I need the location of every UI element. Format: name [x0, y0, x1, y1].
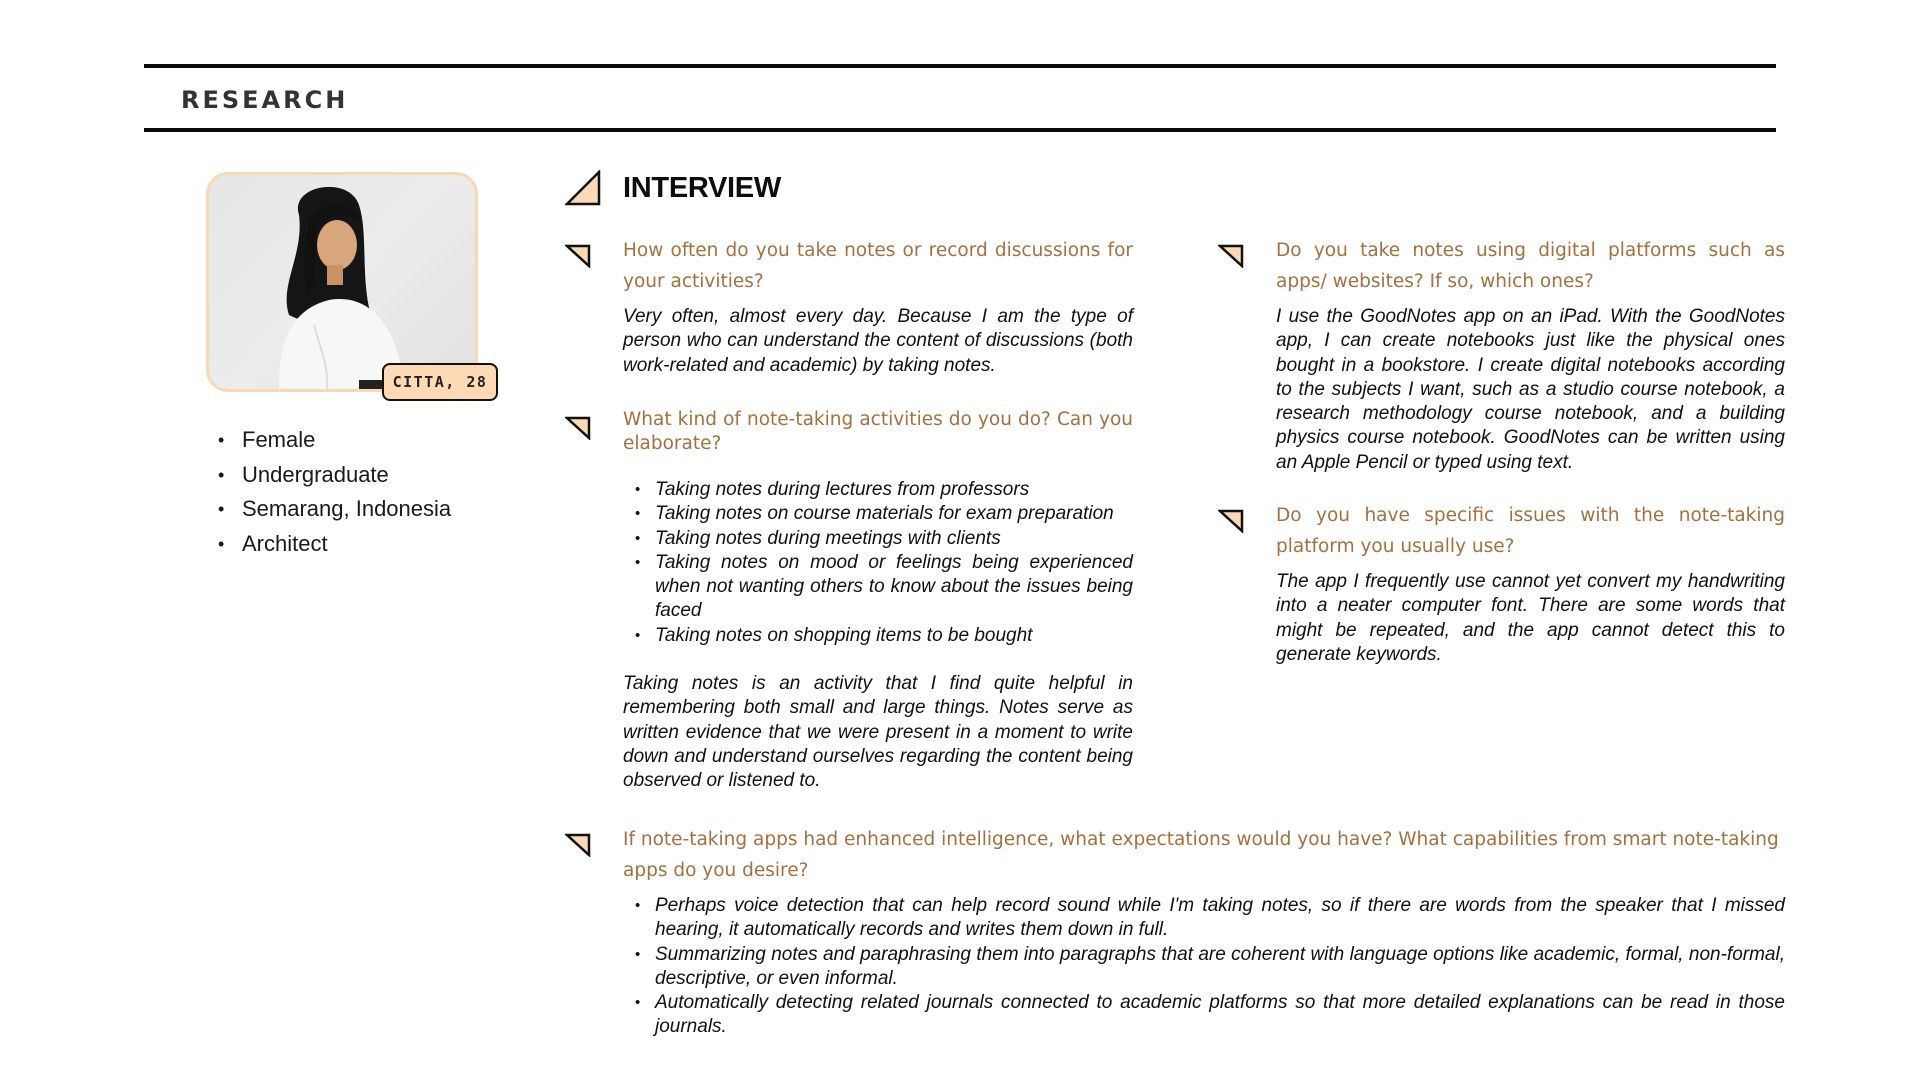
- persona-photo: [206, 172, 478, 392]
- triangle-bullet-icon: [565, 244, 591, 268]
- question-text: What kind of note-taking activities do you do? Can you elaborate?: [623, 409, 1133, 454]
- question-text: Do you have specific issues with the note-taking platform you usually use?: [1276, 505, 1785, 557]
- triangle-bullet-icon: [565, 416, 591, 440]
- section-title: RESEARCH: [181, 86, 349, 114]
- portrait-illustration: [209, 175, 475, 389]
- answer-list-item: • Perhaps voice detection that can help record sound while I'm taking notes, so if there are words from the speaker that I missed hearing, it automatically records and writes them down in full.: [635, 894, 1785, 943]
- triangle-bullet-icon: [1218, 244, 1244, 268]
- qa-item-2: [623, 408, 1133, 794]
- answer-list-item: • Taking notes during lectures from professors: [635, 478, 1133, 502]
- top-divider: [144, 64, 1776, 68]
- attribute-education: • Undergraduate: [218, 458, 451, 493]
- attribute-location: • Semarang, Indonesia: [218, 492, 451, 527]
- question-text: How often do you take notes or record discussions for your activities?: [623, 240, 1133, 292]
- attribute-gender: • Female: [218, 423, 451, 458]
- answer-list-item: • Taking notes during meetings with clients: [635, 527, 1133, 551]
- answer-list: [635, 478, 1133, 648]
- qa-item-1: [623, 236, 1133, 378]
- answer-list: [635, 894, 1785, 1040]
- answer-list-item: • Summarizing notes and paraphrasing them into paragraphs that are coherent with language options like academic, formal, non-formal, descriptive, or even informal.: [635, 943, 1785, 992]
- answer-list-item: • Taking notes on course materials for exam preparation: [635, 502, 1133, 526]
- answer-text: Very often, almost every day. Because I am the type of person who can understand the content of discussions (both work-related and academic) by taking notes.: [623, 306, 1133, 376]
- question-text: Do you take notes using digital platforms such as apps/ websites? If so, which ones?: [1276, 240, 1785, 292]
- qa-item-5: [623, 825, 1791, 1040]
- attribute-occupation: • Architect: [218, 527, 451, 562]
- answer-text: I use the GoodNotes app on an iPad. With the GoodNotes app, I can create notebooks just like the physical ones bought in a bookstore. I create digital notebooks according to the subjects I want, such as a studio course notebook, a research methodology course notebook, and a building physics course notebook. GoodNotes can be written using an Apple Pencil or typed using text.: [1276, 306, 1785, 473]
- triangle-bullet-icon: [1218, 509, 1244, 533]
- qa-item-3: [1276, 236, 1785, 475]
- qa-item-4: [1276, 501, 1785, 667]
- triangle-bullet-icon: [565, 833, 591, 857]
- triangle-icon: [565, 170, 601, 206]
- answer-text: Taking notes is an activity that I find quite helpful in remembering both small and large things. Notes serve as written evidence that we were present in a moment to write down and understand ourselves regarding the content being observed or listened to.: [623, 673, 1133, 792]
- answer-text: The app I frequently use cannot yet convert my handwriting into a neater computer font. There are some words that might be repeated, and the app cannot detect this to generate keywords.: [1276, 571, 1785, 665]
- answer-list-item: • Taking notes on mood or feelings being experienced when not wanting others to know about the issues being faced: [635, 551, 1133, 624]
- answer-list-item: • Automatically detecting related journals connected to academic platforms so that more detailed explanations can be read in those journals.: [635, 991, 1785, 1040]
- persona-attributes: [218, 423, 451, 561]
- question-text: If note-taking apps had enhanced intelligence, what expectations would you have? What capabilities from smart note-taking apps do you desire?: [623, 829, 1779, 881]
- persona-name-badge: CITTA, 28: [382, 363, 498, 401]
- bottom-divider: [144, 128, 1776, 132]
- interview-title: INTERVIEW: [623, 172, 781, 204]
- answer-list-item: • Taking notes on shopping items to be bought: [635, 624, 1133, 648]
